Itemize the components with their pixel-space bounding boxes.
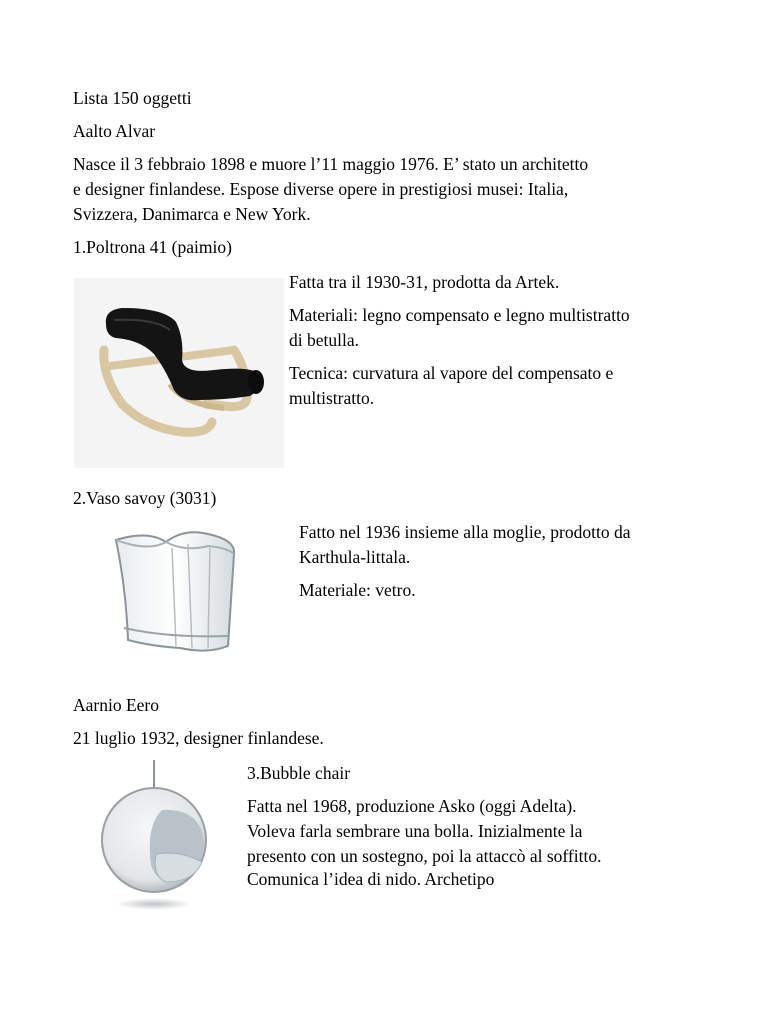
item1-line-5: multistratto. xyxy=(289,388,375,408)
item3-line-4: Comunica l’idea di nido. Archetipo xyxy=(247,869,495,889)
item-heading-poltrona: 1.Poltrona 41 (paimio) xyxy=(73,237,232,257)
savoy-vase-image xyxy=(88,518,278,658)
item1-line-1: Fatta tra il 1930-31, prodotta da Artek. xyxy=(289,272,560,292)
item3-line-3: presento con un sostegno, poi la attaccò al soffitto. xyxy=(247,846,602,866)
item1-line-4: Tecnica: curvatura al vapore del compensato e xyxy=(289,363,614,383)
bio-line-1: Nasce il 3 febbraio 1898 e muore l’11 maggio 1976. E’ stato un architetto xyxy=(73,154,589,174)
item-heading-vaso: 2.Vaso savoy (3031) xyxy=(73,488,217,508)
document-title: Lista 150 oggetti xyxy=(73,88,192,108)
item2-line-2: Karthula-littala. xyxy=(299,547,411,567)
item2-line-1: Fatto nel 1936 insieme alla moglie, prodotto da xyxy=(299,522,631,542)
bio-line-2: e designer finlandese. Espose diverse opere in prestigiosi musei: Italia, xyxy=(73,179,569,199)
bubble-chair-image xyxy=(90,758,230,918)
paimio-chair-image xyxy=(74,278,284,468)
designer-name-aarnio: Aarnio Eero xyxy=(73,695,160,715)
designer-name-aalto: Aalto Alvar xyxy=(73,121,156,141)
item1-line-2: Materiali: legno compensato e legno multistratto xyxy=(289,305,630,325)
item3-line-2: Voleva farla sembrare una bolla. Inizialmente la xyxy=(247,821,583,841)
bio-line-3: Svizzera, Danimarca e New York. xyxy=(73,204,311,224)
item-heading-bubble: 3.Bubble chair xyxy=(247,763,351,783)
item1-line-3: di betulla. xyxy=(289,330,359,350)
item3-line-1: Fatta nel 1968, produzione Asko (oggi Adelta). xyxy=(247,796,577,816)
item2-line-3: Materiale: vetro. xyxy=(299,580,416,600)
designer2-bio: 21 luglio 1932, designer finlandese. xyxy=(73,728,324,748)
